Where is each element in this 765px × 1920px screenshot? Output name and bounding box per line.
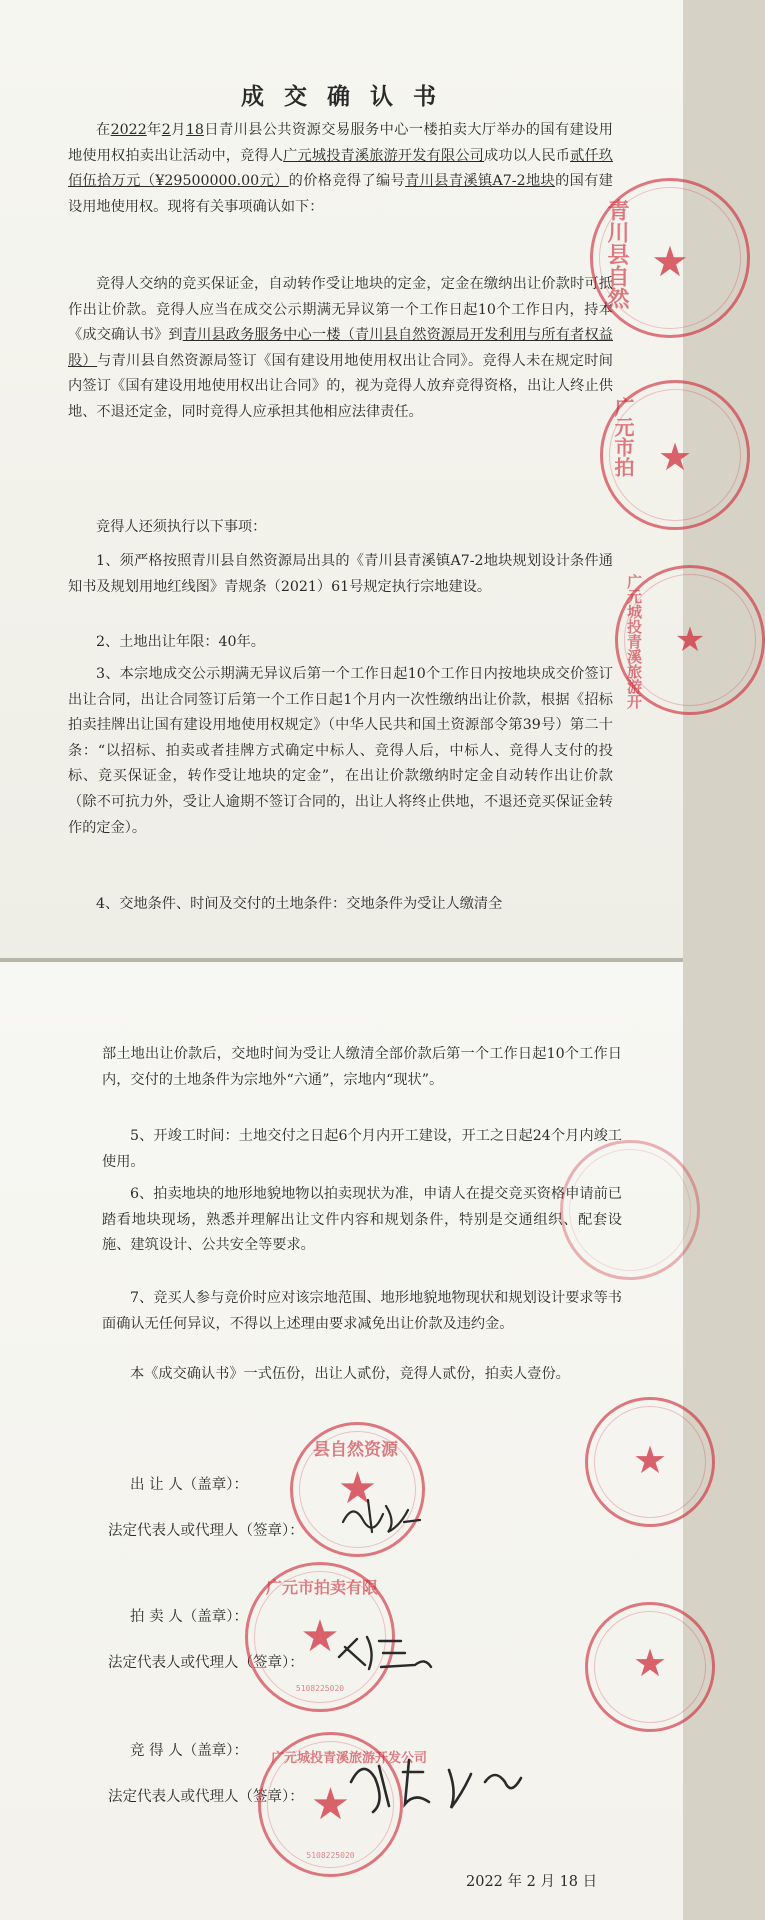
- text: 在: [96, 122, 111, 138]
- bidder-rep-label: 法定代表人或代理人（签章）：: [108, 1789, 304, 1805]
- star-icon: ★: [651, 237, 689, 286]
- paragraph-item-4-cont: 部土地出让价款后，交地时间为受让人缴清全部价款后第一个工作日起10个工作日内，交付的土地条件为宗地外“六通”，宗地内“现状”。: [102, 1046, 622, 1088]
- text: 年: [146, 122, 162, 138]
- text: 的价格竞得了编号: [288, 173, 406, 190]
- paragraph-item-3: 3、本宗地成交公示期满无异议后第一个工作日起10个工作日内按地块成交价签订出让合同，出让合同签订后第一个工作日起1个月内一次性缴纳出让价款，根据《招标拍卖挂牌出让国有建设用地使用权规定》（中华人民共和国土资源部令第39号）第二十条：“以招标、拍卖或者挂牌方式确定中标人、竞得人后，中标人、竞得人支付的投标、竞买保证金，转作受让地块的定金”，在出让价款缴纳时定金自动转作出让价款（除不可抗力外，受让人逾期不签订合同的，出让人将终止供地，不退还竞买保证金转作的定金）。: [68, 666, 613, 836]
- stamp-text: 广元市拍卖有限: [266, 1578, 379, 1597]
- month-value: 2: [161, 122, 171, 138]
- stamp-text: 县自然资源: [313, 1440, 398, 1460]
- red-seal-stamp: [560, 1140, 700, 1280]
- paragraph-item-7: 7、竞买人参与竞价时应对该宗地范围、地形地貌地物现状和规划设计要求等书面确认无任何异议，不得以上述理由要求减免出让价款及违约金。: [102, 1290, 622, 1332]
- red-seal-stamp: [590, 178, 750, 338]
- price-value: 贰仟玖佰伍拾万元（¥29500000.00元）: [68, 147, 613, 190]
- document-title: 成 交 确 认 书: [240, 83, 443, 110]
- paragraph-intro: [68, 118, 613, 220]
- document-date: 2022 年 2 月 18 日: [466, 1874, 598, 1890]
- red-seal-stamp: [600, 380, 750, 530]
- star-icon: ★: [337, 1463, 378, 1514]
- transferor-label: 出 让 人（盖章）：: [130, 1477, 248, 1493]
- red-seal-stamp: [585, 1397, 715, 1527]
- text: 的国有建设用地使用权。现将有关事项确认如下：: [68, 173, 613, 215]
- auctioneer-label: 拍 卖 人（盖章）：: [130, 1609, 248, 1625]
- paragraph-item-6: 6、拍卖地块的地形地貌地物以拍卖现状为准，申请人在提交竞买资格申请前已踏看地块现场，熟悉并理解出让文件内容和规划条件，特别是交通组织、配套设施、建筑设计、公共安全等要求。: [102, 1186, 622, 1254]
- text: 竞得人交纳的竞买保证金，自动转作受让地块的定金，定金在缴纳出让价款时可抵作出让价款。竞得人应当在成交公示期满无异议第一个工作日起10个工作日内，持本《成交确认书》到: [68, 276, 613, 344]
- document-page-1: [0, 0, 706, 958]
- stamp-text: 广元城投青溪旅游开发公司: [271, 1751, 428, 1766]
- star-icon: ★: [300, 1611, 340, 1662]
- red-seal-stamp: [585, 1602, 715, 1732]
- stamp-text: 广元城投青溪旅游开: [625, 574, 643, 709]
- text: 成功以人民币: [484, 147, 571, 164]
- parcel-id: 青川县青溪镇A7-2地块: [405, 173, 556, 190]
- paragraph-requirements-intro: 竞得人还须执行以下事项：: [96, 519, 267, 535]
- stamp-text: 青川县自然: [604, 199, 629, 309]
- transferor-rep-label: 法定代表人或代理人（签章）：: [108, 1523, 304, 1539]
- stamp-number: 5108225020: [306, 1851, 355, 1860]
- paragraph-item-1: 1、须严格按照青川县自然资源局出具的《青川县青溪镇A7-2地块规划设计条件通知书及规划用地红线图》青规条（2021）61号规定执行宗地建设。: [68, 553, 613, 595]
- star-icon: ★: [674, 620, 706, 660]
- signing-location: 青川县政务服务中心一楼（青川县自然资源局开发利用与所有者权益股）: [68, 327, 613, 369]
- stamp-number: 5108225020: [295, 1684, 345, 1693]
- text: 与青川县自然资源局签订《国有建设用地使用权出让合同》。竞得人未在规定时间内签订《国有建设用地使用权出让合同》的，视为竞得人放弃竞得资格，出让人终止供地、不退还定金，同时竞得人应承担其他相应法律责任。: [68, 352, 613, 420]
- text: 日青川县公共资源交易服务中心一楼拍卖大厅举办的国有建设用地使用权拍卖出让活动中，竞得人: [68, 122, 613, 164]
- day-value: 18: [185, 122, 204, 138]
- handwritten-signature: [335, 1627, 445, 1677]
- star-icon: ★: [310, 1779, 351, 1830]
- paragraph-copies: 本《成交确认书》一式伍份，出让人贰份，竞得人贰份，拍卖人壹份。: [130, 1366, 570, 1382]
- star-icon: ★: [632, 1438, 668, 1482]
- paragraph-item-5: 5、开竣工时间：土地交付之日起6个月内开工建设，开工之日起24个月内竣工使用。: [102, 1128, 622, 1170]
- star-icon: ★: [632, 1641, 668, 1685]
- star-icon: ★: [657, 435, 693, 479]
- paragraph-deposit: [68, 272, 613, 426]
- auctioneer-rep-label: 法定代表人或代理人（签章）：: [108, 1655, 304, 1671]
- red-seal-stamp: [615, 565, 765, 715]
- paragraph-item-2: 2、土地出让年限：40年。: [96, 634, 265, 650]
- bidder-name: 广元城投青溪旅游开发有限公司: [283, 147, 484, 164]
- bidder-label: 竞 得 人（盖章）：: [130, 1743, 248, 1759]
- paragraph-item-4-start: 4、交地条件、时间及交付的土地条件：交地条件为受让人缴清全: [96, 896, 503, 912]
- handwritten-signature: [345, 1752, 535, 1822]
- document-page-2: [0, 962, 683, 1920]
- handwritten-signature: [338, 1492, 428, 1542]
- text: 月: [170, 122, 186, 138]
- stamp-text: 广元市拍: [611, 397, 635, 477]
- year-value: 2022: [110, 122, 147, 138]
